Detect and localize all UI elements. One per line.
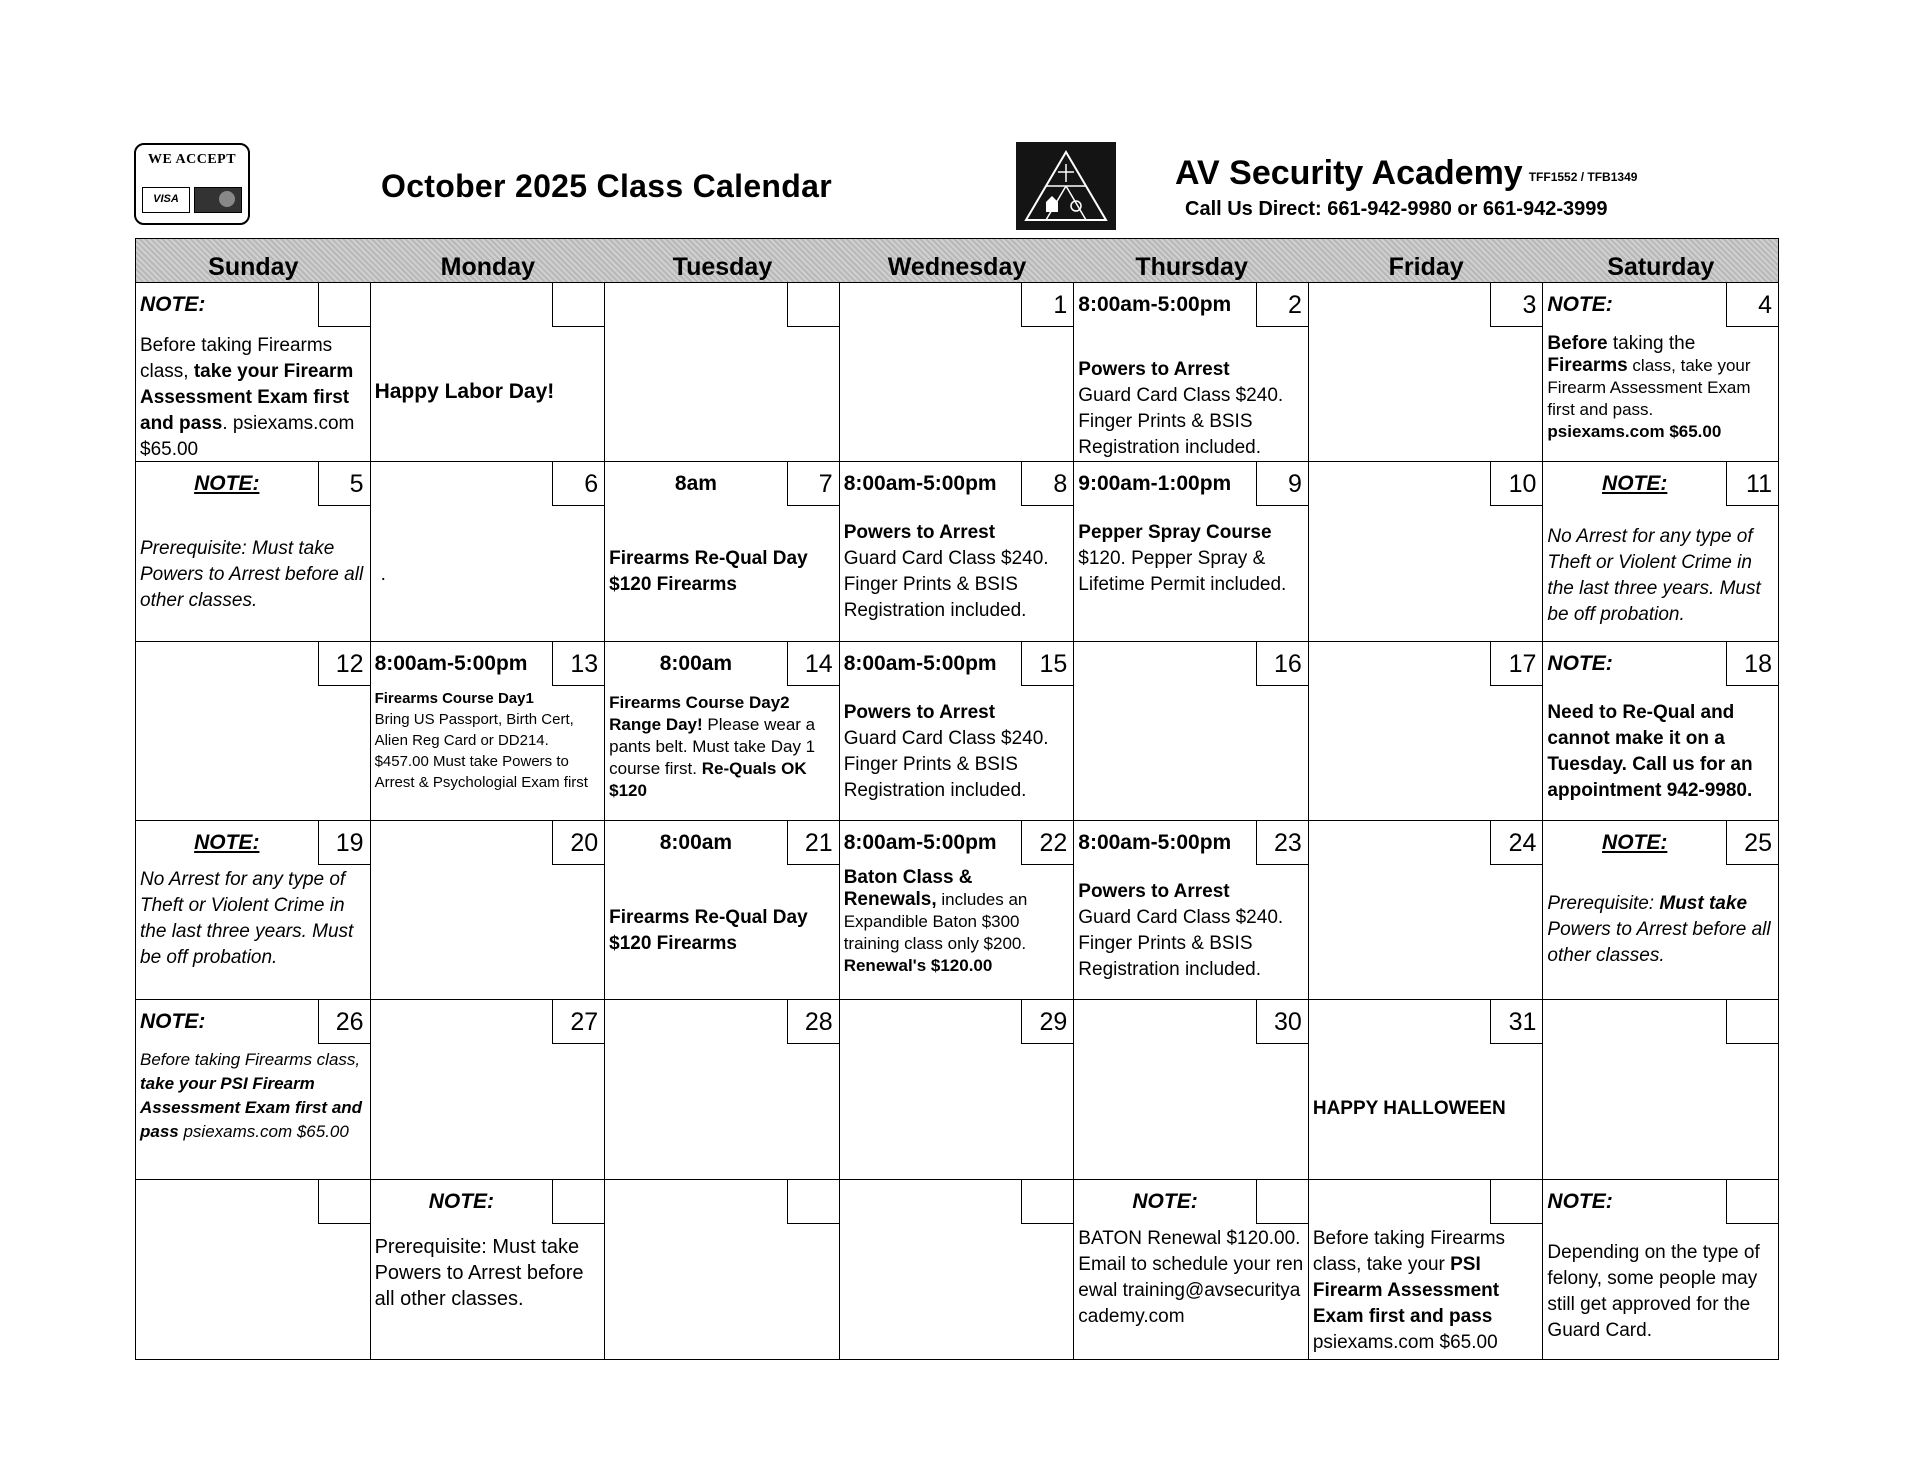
day-number: 10 (1490, 462, 1542, 506)
day-number (552, 283, 604, 327)
cell-text-part: take your PSI Firearm Assessment Exam first and pass (140, 1074, 363, 1142)
cell-heading: NOTE: (1132, 1189, 1198, 1213)
calendar (135, 238, 1779, 1360)
day-number (552, 1180, 604, 1224)
cell-text: Prerequisite: Must take Powers to Arrest before all other classes. (140, 538, 364, 612)
cell-text-part: Renewal's $120.00 (843, 955, 993, 975)
cell-text-part: Re-Quals OK $120 (609, 758, 807, 800)
calendar-cell (1074, 1180, 1309, 1359)
academy-logo-icon (1016, 142, 1116, 230)
weekday-thursday: Thursday (1135, 253, 1248, 281)
cell-text-part: Guard Card Class $240. Finger Prints & BSIS Registration included. (843, 727, 1049, 801)
mastercard-icon (194, 187, 242, 213)
day-number: 23 (1256, 821, 1308, 865)
calendar-cell (1543, 283, 1778, 462)
weekday-tuesday: Tuesday (672, 253, 773, 281)
calendar-cell (840, 462, 1075, 641)
cell-text-part: . psiexams.com $65.00 (140, 413, 355, 460)
day-number: 14 (787, 642, 839, 686)
we-accept-label: WE ACCEPT (147, 152, 237, 167)
cell-time: 8:00am (659, 830, 733, 854)
cell-text-part: Firearms (1547, 355, 1628, 376)
cell-text-part: Please wear a pants belt. Must take Day 1 course first. (609, 714, 816, 778)
calendar-cell (136, 283, 371, 462)
cell-heading: NOTE: (194, 472, 260, 496)
weekday-saturday: Saturday (1607, 253, 1715, 281)
weekday-friday: Friday (1388, 253, 1464, 281)
cell-time: 8:00am-5:00pm (843, 830, 997, 854)
cell-text-part: Powers to Arrest before all other classes. (1547, 918, 1771, 966)
calendar-cell (1543, 642, 1778, 821)
calendar-cell (1543, 1000, 1778, 1179)
calendar-cell (840, 283, 1075, 462)
cell-text (1547, 891, 1774, 969)
cell-time: 8am (674, 472, 717, 496)
calendar-cell (371, 462, 606, 641)
cell-text (1078, 879, 1304, 983)
cell-text: Need to Re-Qual and cannot make it on a Tuesday. Call us for an appointment 942-9980. (1547, 701, 1753, 801)
day-number: 4 (1726, 283, 1778, 327)
day-number: 9 (1256, 462, 1308, 506)
academy-title: AV Security Academy (1175, 154, 1523, 192)
calendar-grid (136, 283, 1778, 1359)
cell-text-part: Guard Card Class $240. Finger Prints & BSIS Registration included. (1078, 385, 1284, 458)
calendar-cell (605, 821, 840, 1000)
cell-time: 8:00am (659, 651, 733, 675)
cell-text: Depending on the type of felony, some people may still get approved for the Guard Card. (1547, 1241, 1760, 1341)
cell-text: Firearms Re-Qual Day $120 Firearms (609, 906, 808, 954)
cell-text-part: Baton Class & Renewals, (843, 866, 973, 910)
day-number: 22 (1021, 821, 1073, 865)
cell-heading: NOTE: (1547, 1189, 1613, 1213)
cell-text-part: Before taking Firearms class, (140, 1050, 361, 1070)
cell-text-part: Before (1547, 333, 1608, 354)
cell-heading: NOTE: (1602, 830, 1668, 854)
cell-text-part: psiexams.com $65.00 (1547, 422, 1722, 441)
cell-text-part: Guard Card Class $240. Finger Prints & BSIS Registration included. (843, 548, 1049, 622)
day-number (1021, 1180, 1073, 1224)
cell-text-part: Firearms Course Day2 Range Day! (609, 692, 790, 734)
cell-text: BATON Renewal $120.00. Email to schedule your renewal training@avsecurityacademy.com (1078, 1227, 1304, 1327)
calendar-cell (1074, 462, 1309, 641)
calendar-cell (605, 642, 840, 821)
day-number: 20 (552, 821, 604, 865)
calendar-cell (840, 1000, 1075, 1179)
cell-text-part: take your Firearm Assessment Exam first and pass (140, 361, 354, 434)
calendar-cell (371, 283, 606, 462)
cell-text-part: psiexams.com $65.00 (178, 1122, 349, 1142)
day-number (318, 283, 370, 327)
calendar-cell (1309, 1000, 1544, 1179)
calendar-cell (371, 821, 606, 1000)
cell-text (140, 333, 366, 462)
day-number: 25 (1726, 821, 1778, 865)
calendar-cell (136, 1180, 371, 1359)
day-number: 28 (787, 1000, 839, 1044)
cell-text-part: PSI Firearm Assessment Exam first and pass (1312, 1253, 1500, 1327)
cell-time: 8:00am-5:00pm (843, 651, 997, 675)
day-number: 8 (1021, 462, 1073, 506)
cell-text (140, 1048, 366, 1144)
day-number: 5 (318, 462, 370, 506)
calendar-cell (1309, 642, 1544, 821)
cell-text: Firearms Re-Qual Day $120 Firearms (609, 548, 808, 596)
day-number: 27 (552, 1000, 604, 1044)
day-number: 12 (318, 642, 370, 686)
cell-text (1078, 520, 1304, 598)
cell-time: 9:00am-1:00pm (1078, 472, 1232, 496)
calendar-cell (1074, 642, 1309, 821)
visa-card-icon: VISA (142, 187, 190, 213)
cell-text: Prerequisite: Must take Powers to Arrest before all other classes. (374, 1235, 584, 1310)
calendar-cell (1543, 1180, 1778, 1359)
cell-text-part: $120. Pepper Spray & Lifetime Permit included. (1078, 548, 1287, 596)
cell-heading: NOTE: (1602, 472, 1668, 496)
cell-text (844, 700, 1070, 804)
day-number: 31 (1490, 1000, 1542, 1044)
weekday-wednesday: Wednesday (887, 253, 1027, 281)
cell-time: 8:00am-5:00pm (1078, 293, 1232, 316)
cell-text-part: Prerequisite: (1547, 892, 1660, 914)
calendar-cell (371, 642, 606, 821)
cell-text-part: Guard Card Class $240. Finger Prints & BSIS Registration included. (1078, 906, 1284, 980)
cell-text-part: Firearms Course Day1 (374, 689, 534, 707)
calendar-cell (1543, 462, 1778, 641)
day-number (1490, 1180, 1542, 1224)
cell-heading: NOTE: (1547, 293, 1613, 316)
day-number: 26 (318, 1000, 370, 1044)
cell-heading: NOTE: (428, 1189, 495, 1213)
calendar-cell (840, 821, 1075, 1000)
cell-text-part: psiexams.com $65.00 (1312, 1331, 1498, 1353)
day-number: 7 (787, 462, 839, 506)
cell-text-part: class, take your Firearm Assessment Exam first and pass. (1547, 356, 1751, 419)
cell-text (1078, 357, 1304, 461)
calendar-cell (1309, 283, 1544, 462)
cell-heading: NOTE: (1547, 651, 1613, 675)
cell-text (609, 692, 835, 802)
cell-time: 8:00am-5:00pm (843, 472, 997, 496)
calendar-cell (840, 642, 1075, 821)
day-number: 15 (1021, 642, 1073, 686)
calendar-cell (136, 821, 371, 1000)
calendar-cell (136, 462, 371, 641)
day-number: 29 (1021, 1000, 1073, 1044)
cell-text (1313, 1226, 1539, 1356)
calendar-cell (605, 462, 840, 641)
day-number (787, 1180, 839, 1224)
calendar-cell (371, 1000, 606, 1179)
cell-text: No Arrest for any type of Theft or Violent Crime in the last three years. Must be off probation. (1547, 526, 1761, 626)
cell-text-part: Must take (1659, 892, 1748, 914)
cell-text (844, 520, 1070, 624)
weekday-header (136, 239, 1778, 283)
day-number (318, 1180, 370, 1224)
cell-heading: NOTE: (194, 830, 260, 854)
weekday-monday: Monday (440, 253, 536, 281)
cell-text-part: Pepper Spray Course (1078, 522, 1272, 544)
cell-text-part: includes an Expandible Baton $300 training class only $200. (843, 889, 1028, 953)
calendar-cell (605, 1000, 840, 1179)
academy-name (1175, 154, 1637, 193)
day-number: 19 (318, 821, 370, 865)
cell-text: Happy Labor Day! (374, 380, 555, 403)
cell-text-part: Bring US Passport, Birth Cert, Alien Reg Card or DD214. $457.00 Must take Powers to Arrest & Psychologial Exam first (374, 710, 588, 791)
cell-text-part: Powers to Arrest (1078, 359, 1230, 380)
day-number: 24 (1490, 821, 1542, 865)
cell-text: No Arrest for any type of Theft or Violent Crime in the last three years. Must be off probation. (140, 868, 354, 968)
cell-heading: NOTE: (140, 293, 206, 316)
cell-text: HAPPY HALLOWEEN (1312, 1098, 1506, 1120)
day-number (1726, 1000, 1778, 1044)
calendar-cell (605, 283, 840, 462)
day-number: 1 (1021, 283, 1073, 327)
day-number: 16 (1256, 642, 1308, 686)
calendar-cell (1309, 821, 1544, 1000)
cell-text-part: Before taking Firearms class, take your (1312, 1227, 1506, 1275)
cell-text-part: taking the (1607, 333, 1696, 354)
cell-text: . (380, 564, 386, 586)
cell-time: 8:00am-5:00pm (1078, 830, 1232, 854)
calendar-cell (1074, 821, 1309, 1000)
day-number: 18 (1726, 642, 1778, 686)
calendar-cell (840, 1180, 1075, 1359)
cell-text (1547, 333, 1774, 443)
day-number: 11 (1726, 462, 1778, 506)
day-number: 30 (1256, 1000, 1308, 1044)
day-number: 3 (1490, 283, 1542, 327)
day-number (1726, 1180, 1778, 1224)
cell-text (375, 688, 601, 793)
license-numbers: TFF1552 / TFB1349 (1528, 170, 1638, 184)
calendar-cell (1074, 283, 1309, 462)
cell-text (844, 867, 1070, 977)
calendar-cell (136, 642, 371, 821)
weekday-sunday: Sunday (208, 253, 299, 281)
calendar-cell (371, 1180, 606, 1359)
day-number: 2 (1256, 283, 1308, 327)
we-accept-badge (134, 143, 250, 225)
day-number (787, 283, 839, 327)
cell-text-part: Powers to Arrest (843, 701, 996, 723)
cell-text-part: Powers to Arrest (1078, 880, 1230, 902)
calendar-cell (1309, 1180, 1544, 1359)
phone-numbers: Call Us Direct: 661-942-9980 or 661-942-3999 (1185, 198, 1608, 220)
day-number: 17 (1490, 642, 1542, 686)
calendar-cell (1309, 462, 1544, 641)
cell-heading: NOTE: (140, 1010, 206, 1034)
day-number (1256, 1180, 1308, 1224)
day-number: 13 (552, 642, 604, 686)
cell-text-part: Before taking Firearms class, (140, 335, 333, 382)
day-number: 21 (787, 821, 839, 865)
day-number: 6 (552, 462, 604, 506)
calendar-cell (1543, 821, 1778, 1000)
calendar-cell (605, 1180, 840, 1359)
calendar-cell (1074, 1000, 1309, 1179)
cell-text-part: Powers to Arrest (843, 522, 996, 544)
calendar-cell (136, 1000, 371, 1179)
cell-time: 8:00am-5:00pm (374, 651, 528, 675)
page-title: October 2025 Class Calendar (381, 168, 832, 204)
